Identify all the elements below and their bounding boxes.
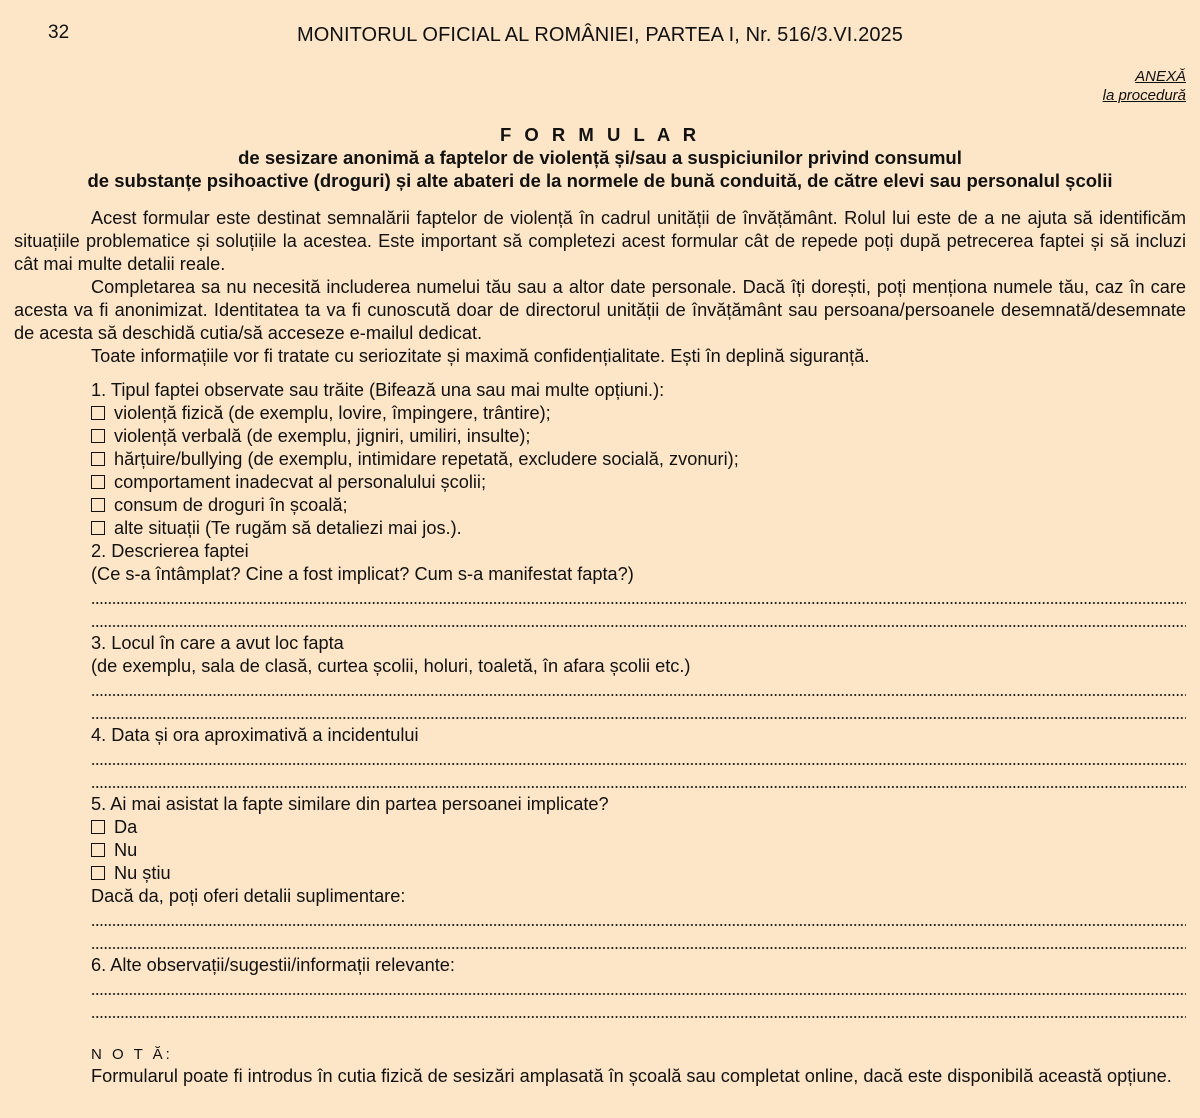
checkbox-icon[interactable]: [91, 475, 105, 489]
intro-paragraph-1: Acest formular este destinat semnalării faptelor de violență în cadrul unității de învățământ. Rolul lui este de a ne ajuta să identificăm situațiile problematice și soluțiile la acestea. Este important să completezi acest formular cât de repede poți după petrecerea faptei și să incluzi cât mai multe detalii reale.: [14, 208, 1186, 274]
journal-header: MONITORUL OFICIAL AL ROMÂNIEI, PARTEA I, Nr. 516/3.VI.2025: [296, 24, 903, 46]
option-label: Nu: [114, 840, 138, 860]
intro-paragraph-3: Toate informațiile vor fi tratate cu seriozitate și maximă confidențialitate. Ești în deplină siguranță.: [91, 346, 870, 366]
q5-answer-line-1[interactable]: [14, 908, 1186, 931]
q4-answer-line-2[interactable]: [14, 770, 1186, 793]
q5-answer-line-2[interactable]: [14, 931, 1186, 954]
checkbox-icon[interactable]: [91, 866, 105, 880]
question-2-hint: (Ce s-a întâmplat? Cine a fost implicat? Cum s-a manifestat fapta?): [91, 564, 634, 584]
page-number: 32: [48, 22, 70, 43]
form-body: [14, 207, 1186, 1088]
annex-label: ANEXĂ: [1135, 68, 1186, 85]
checkbox-icon[interactable]: [91, 452, 105, 466]
form-subtitle-2: de substanțe psihoactive (droguri) și alte abateri de la normele de bună conduită, de către elevi sau personalul școlii: [87, 170, 1113, 191]
question-1-label: 1. Tipul faptei observate sau trăite (Bifează una sau mai multe opțiuni.):: [91, 380, 665, 400]
question-3-hint: (de exemplu, sala de clasă, curtea școlii, holuri, toaletă, în afara școlii etc.): [91, 656, 691, 676]
q2-answer-line-1[interactable]: [14, 586, 1186, 609]
q6-answer-line-2[interactable]: [14, 1000, 1186, 1023]
checkbox-icon[interactable]: [91, 498, 105, 512]
question-6-label: 6. Alte observații/sugestii/informații relevante:: [91, 955, 455, 975]
q3-answer-line-1[interactable]: [14, 678, 1186, 701]
annex-reference: [1103, 67, 1186, 105]
checkbox-icon[interactable]: [91, 820, 105, 834]
option-label: alte situații (Te rugăm să detaliezi mai jos.).: [114, 518, 462, 538]
q5-option-yes[interactable]: [14, 816, 1186, 839]
q4-answer-line-1[interactable]: [14, 747, 1186, 770]
form-subtitle-1: de sesizare anonimă a faptelor de violență și/sau a suspiciunilor privind consumul: [238, 147, 962, 168]
annex-procedure: la procedură: [1102, 87, 1186, 104]
form-title: F O R M U L A R: [499, 124, 701, 145]
q1-option-physical[interactable]: [14, 402, 1186, 425]
option-label: Da: [114, 817, 138, 837]
q1-option-verbal[interactable]: [14, 425, 1186, 448]
q6-answer-line-1[interactable]: [14, 977, 1186, 1000]
q1-option-other[interactable]: [14, 517, 1186, 540]
question-2-label: 2. Descrierea faptei: [91, 541, 249, 561]
form-heading: [0, 123, 1200, 192]
question-4-label: 4. Data și ora aproximativă a incidentului: [91, 725, 419, 745]
option-label: hărțuire/bullying (de exemplu, intimidare repetată, excludere socială, zvonuri);: [114, 449, 739, 469]
q1-option-drugs[interactable]: [14, 494, 1186, 517]
q2-answer-line-2[interactable]: [14, 609, 1186, 632]
q3-answer-line-2[interactable]: [14, 701, 1186, 724]
option-label: consum de droguri în școală;: [114, 495, 348, 515]
note-text: Formularul poate fi introdus în cutia fizică de sesizări amplasată în școală sau completat online, dacă este disponibilă această opțiune.: [91, 1066, 1172, 1086]
question-5-followup: Dacă da, poți oferi detalii suplimentare:: [91, 886, 406, 906]
question-5-label: 5. Ai mai asistat la fapte similare din partea persoanei implicate?: [91, 794, 609, 814]
option-label: violență fizică (de exemplu, lovire, împingere, trântire);: [114, 403, 551, 423]
q5-option-no[interactable]: [14, 839, 1186, 862]
question-3-label: 3. Locul în care a avut loc fapta: [91, 633, 344, 653]
option-label: comportament inadecvat al personalului școlii;: [114, 472, 487, 492]
option-label: violență verbală (de exemplu, jigniri, umiliri, insulte);: [114, 426, 531, 446]
q1-option-bullying[interactable]: [14, 448, 1186, 471]
checkbox-icon[interactable]: [91, 429, 105, 443]
q5-option-unknown[interactable]: [14, 862, 1186, 885]
intro-paragraph-2: Completarea sa nu necesită includerea numelui tău sau a altor date personale. Dacă îți dorești, poți menționa numele tău, caz în care acesta va fi anonimizat. Identitatea ta va fi cunoscută doar de directorul unității de învățământ sau persoana/persoanele desemnată/desemnate de acesta să deschidă cutia/să acceseze e-mailul dedicat.: [14, 277, 1186, 343]
checkbox-icon[interactable]: [91, 406, 105, 420]
checkbox-icon[interactable]: [91, 521, 105, 535]
checkbox-icon[interactable]: [91, 843, 105, 857]
option-label: Nu știu: [114, 863, 171, 883]
note-label: N O T Ă:: [91, 1046, 173, 1063]
q1-option-staff[interactable]: [14, 471, 1186, 494]
